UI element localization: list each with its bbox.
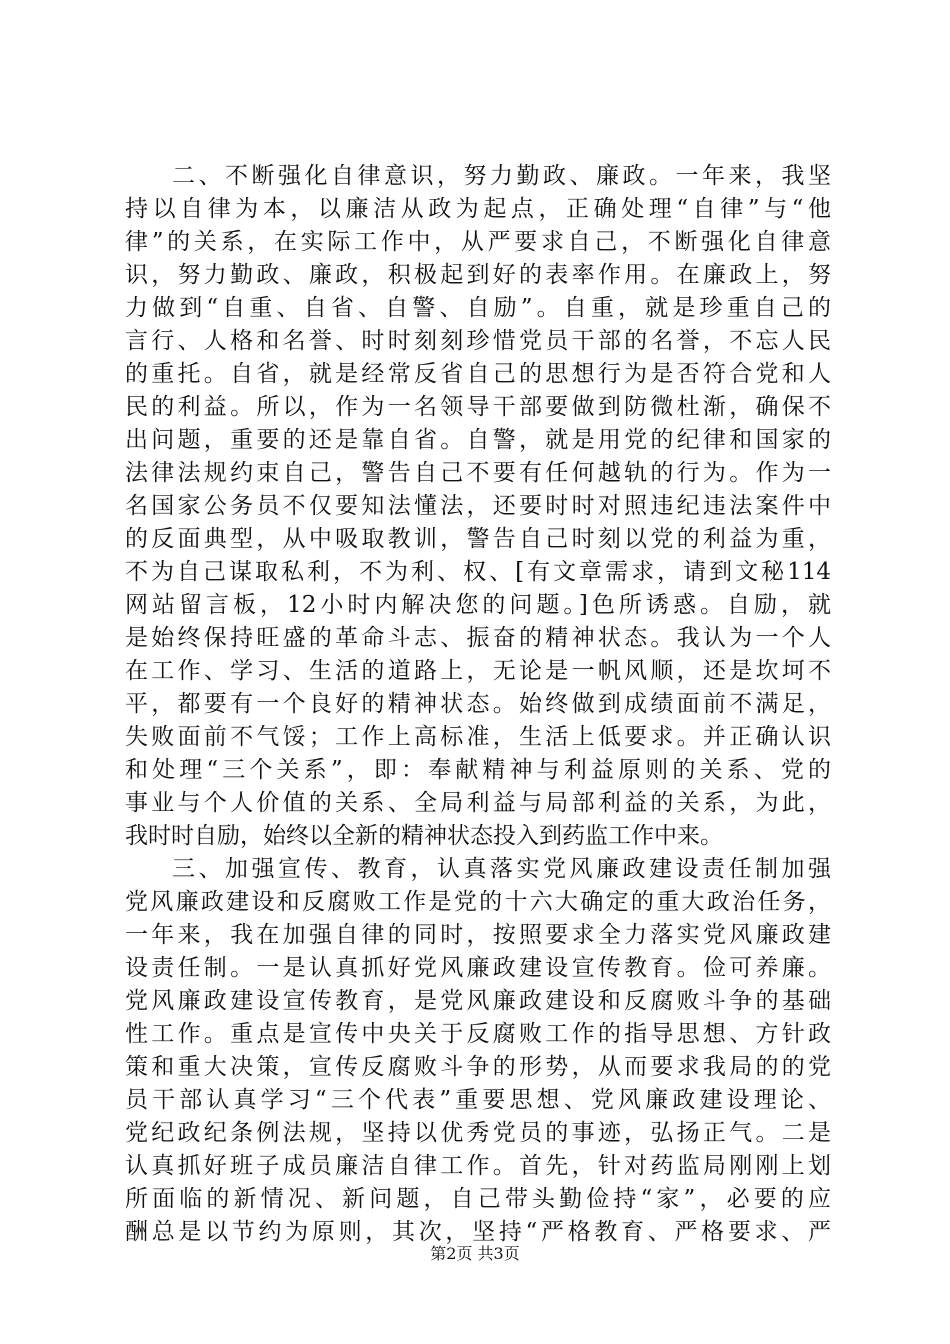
- text-line: 的重托。自省，就是经常反省自己的思想行为是否符合党和人: [125, 361, 831, 387]
- text-line: 网站留言板，12小时内解决您的问题。]色所诱惑。自励，就: [125, 592, 831, 618]
- text-line: 二、不断强化自律意识，努力勤政、廉政。一年来，我坚: [172, 163, 831, 189]
- text-line: 认真抓好班子成员廉洁自律工作。首先，针对药监局刚刚上划: [125, 1153, 831, 1179]
- text-line: 言行、人格和名誉、时时刻刻珍惜党员干部的名誉，不忘人民: [125, 328, 831, 354]
- paragraph-2: [125, 853, 831, 1249]
- page-number: 第2页 共3页: [430, 1244, 520, 1263]
- text-line: 持以自律为本，以廉洁从政为起点，正确处理“自律”与“他: [125, 196, 831, 222]
- text-line: 性工作。重点是宣传中央关于反腐败工作的指导思想、方针政: [125, 1021, 831, 1047]
- text-line: 在工作、学习、生活的道路上，无论是一帆风顺，还是坎坷不: [125, 658, 831, 684]
- text-line: 出问题，重要的还是靠自省。自警，就是用党的纪律和国家的: [125, 427, 831, 453]
- text-line: 不为自己谋取私利，不为利、权、[有文章需求，请到文秘114: [125, 559, 831, 585]
- document-body: [125, 160, 831, 1249]
- text-line: 员干部认真学习“三个代表”重要思想、党风廉政建设理论、: [125, 1087, 831, 1113]
- text-line: 和处理“三个关系”，即：奉献精神与利益原则的关系、党的: [125, 757, 831, 783]
- text-line: 酬总是以节约为原则，其次，坚持“严格教育、严格要求、严: [125, 1219, 831, 1245]
- text-line: 三、加强宣传、教育，认真落实党风廉政建设责任制加强: [172, 856, 831, 882]
- text-line: 所面临的新情况、新问题，自己带头勤俭持“家”，必要的应: [125, 1186, 831, 1212]
- text-line: 一年来，我在加强自律的同时，按照要求全力落实党风廉政建: [125, 922, 831, 948]
- text-line: 的反面典型，从中吸取教训，警告自己时刻以党的利益为重，: [125, 526, 831, 552]
- text-line: 名国家公务员不仅要知法懂法，还要时时对照违纪违法案件中: [125, 493, 831, 519]
- text-line: 失败面前不气馁；工作上高标准，生活上低要求。并正确认识: [125, 724, 831, 750]
- text-line: 党纪政纪条例法规，坚持以优秀党员的事迹，弘扬正气。二是: [125, 1120, 831, 1146]
- text-line: 设责任制。一是认真抓好党风廉政建设宣传教育。俭可养廉。: [125, 955, 831, 981]
- text-line: 我时时自励，始终以全新的精神状态投入到药监工作中来。: [125, 823, 723, 849]
- text-line: 力做到“自重、自省、自警、自励”。自重，就是珍重自己的: [125, 295, 831, 321]
- text-line: 党风廉政建设和反腐败工作是党的十六大确定的重大政治任务，: [125, 889, 831, 915]
- text-line: 事业与个人价值的关系、全局利益与局部利益的关系，为此，: [125, 790, 831, 816]
- text-line: 民的利益。所以，作为一名领导干部要做到防微杜渐，确保不: [125, 394, 831, 420]
- text-line: 党风廉政建设宣传教育，是党风廉政建设和反腐败斗争的基础: [125, 988, 831, 1014]
- text-line: 策和重大决策，宣传反腐败斗争的形势，从而要求我局的的党: [125, 1054, 831, 1080]
- text-line: 律”的关系，在实际工作中，从严要求自己，不断强化自律意: [125, 229, 831, 255]
- text-line: 识，努力勤政、廉政，积极起到好的表率作用。在廉政上，努: [125, 262, 831, 288]
- text-line: 平，都要有一个良好的精神状态。始终做到成绩面前不满足，: [125, 691, 831, 717]
- text-line: 法律法规约束自己，警告自己不要有任何越轨的行为。作为一: [125, 460, 831, 486]
- text-line: 是始终保持旺盛的革命斗志、振奋的精神状态。我认为一个人: [125, 625, 831, 651]
- paragraph-1: [125, 160, 831, 853]
